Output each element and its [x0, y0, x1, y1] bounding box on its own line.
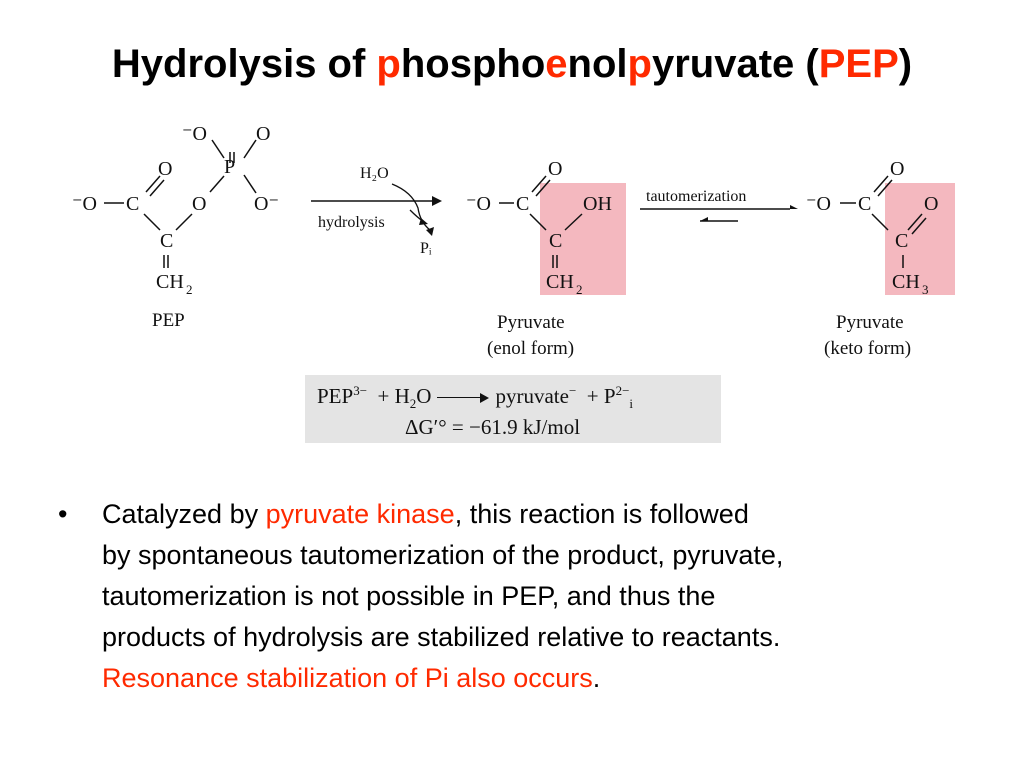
bullet-line-2: by spontaneous tautomerization of the product, pyruvate,	[102, 540, 784, 570]
svg-text:CH: CH	[156, 271, 184, 293]
eq-pyruvate-charge: −	[568, 383, 577, 398]
text-span: , this reaction is followed	[454, 499, 749, 529]
title-part: )	[898, 42, 913, 86]
title-part: nol	[567, 42, 628, 86]
svg-text:C: C	[126, 193, 140, 215]
bullet-line-3: tautomerization is not possible in PEP, and thus the	[102, 581, 716, 611]
bullet-text	[102, 494, 982, 699]
svg-text:⁻O: ⁻O	[182, 123, 207, 145]
pi-label: Pᵢ	[420, 240, 432, 257]
enzyme-highlight: pyruvate kinase	[265, 499, 455, 529]
svg-text:P: P	[224, 156, 236, 178]
keto-form-label: (keto form)	[824, 338, 912, 359]
title-highlight: e	[545, 42, 568, 86]
svg-text:O: O	[924, 193, 939, 215]
enol-name: Pyruvate	[497, 312, 565, 333]
eq-pyruvate: pyruvate	[495, 384, 569, 408]
title-part: Hydrolysis of	[111, 42, 377, 86]
eq-phosphate: + P	[586, 384, 616, 408]
svg-text:O⁻: O⁻	[254, 193, 279, 215]
keto-name: Pyruvate	[836, 312, 904, 333]
svg-text:CH: CH	[546, 271, 574, 293]
text-span: .	[592, 663, 601, 693]
title-highlight: p	[376, 42, 401, 86]
free-energy: ΔG′° = −61.9 kJ/mol	[405, 415, 581, 439]
enol-form-label: (enol form)	[487, 338, 575, 359]
pep-name: PEP	[152, 310, 185, 331]
svg-text:C: C	[895, 230, 909, 252]
svg-text:2: 2	[576, 282, 583, 297]
svg-text:O: O	[548, 158, 563, 180]
reaction-scheme	[0, 110, 1024, 370]
svg-text:O: O	[256, 123, 271, 145]
svg-text:2: 2	[186, 282, 193, 297]
eq-water-o: O	[416, 384, 432, 408]
eq-phosphate-charge: 2−	[615, 383, 630, 398]
title-highlight: PEP	[818, 42, 899, 86]
equilibrium-arrow	[640, 205, 798, 221]
eq-pep-charge: 3−	[353, 383, 368, 398]
reaction-arrow-icon	[437, 393, 489, 403]
bullet-line-5	[102, 658, 982, 699]
title-part: hospho	[400, 42, 546, 86]
reaction-equation	[317, 383, 633, 412]
eq-pep: PEP	[317, 384, 354, 408]
equation-box	[305, 375, 721, 443]
water-label: H₂O	[360, 165, 389, 182]
svg-text:⁻O: ⁻O	[806, 193, 831, 215]
bullet-line-4: products of hydrolysis are stabilized relative to reactants.	[102, 622, 781, 652]
hydrolysis-label: hydrolysis	[318, 214, 385, 231]
svg-text:⁻O: ⁻O	[72, 193, 97, 215]
svg-text:3: 3	[922, 282, 929, 297]
svg-text:C: C	[160, 230, 174, 252]
svg-text:CH: CH	[892, 271, 920, 293]
svg-text:⁻O: ⁻O	[466, 193, 491, 215]
atom-labels	[72, 123, 938, 297]
slide-title	[0, 42, 1024, 87]
svg-text:C: C	[516, 193, 530, 215]
eq-phosphate-sub: i	[629, 396, 634, 412]
text-span: Catalyzed by	[102, 499, 266, 529]
bullet-line-1	[102, 494, 982, 535]
tautomerization-label: tautomerization	[646, 188, 747, 205]
title-part: yruvate (	[651, 42, 819, 86]
bullet-icon: •	[58, 499, 68, 529]
eq-water-sub: 2	[409, 396, 417, 412]
svg-text:OH: OH	[583, 193, 612, 215]
svg-text:O: O	[890, 158, 905, 180]
svg-text:O: O	[192, 193, 207, 215]
svg-text:C: C	[858, 193, 872, 215]
eq-water-plus: + H	[377, 384, 410, 408]
svg-text:O: O	[158, 158, 173, 180]
resonance-highlight: Resonance stabilization of Pi also occurs	[102, 663, 593, 693]
title-highlight: p	[627, 42, 652, 86]
svg-text:C: C	[549, 230, 563, 252]
